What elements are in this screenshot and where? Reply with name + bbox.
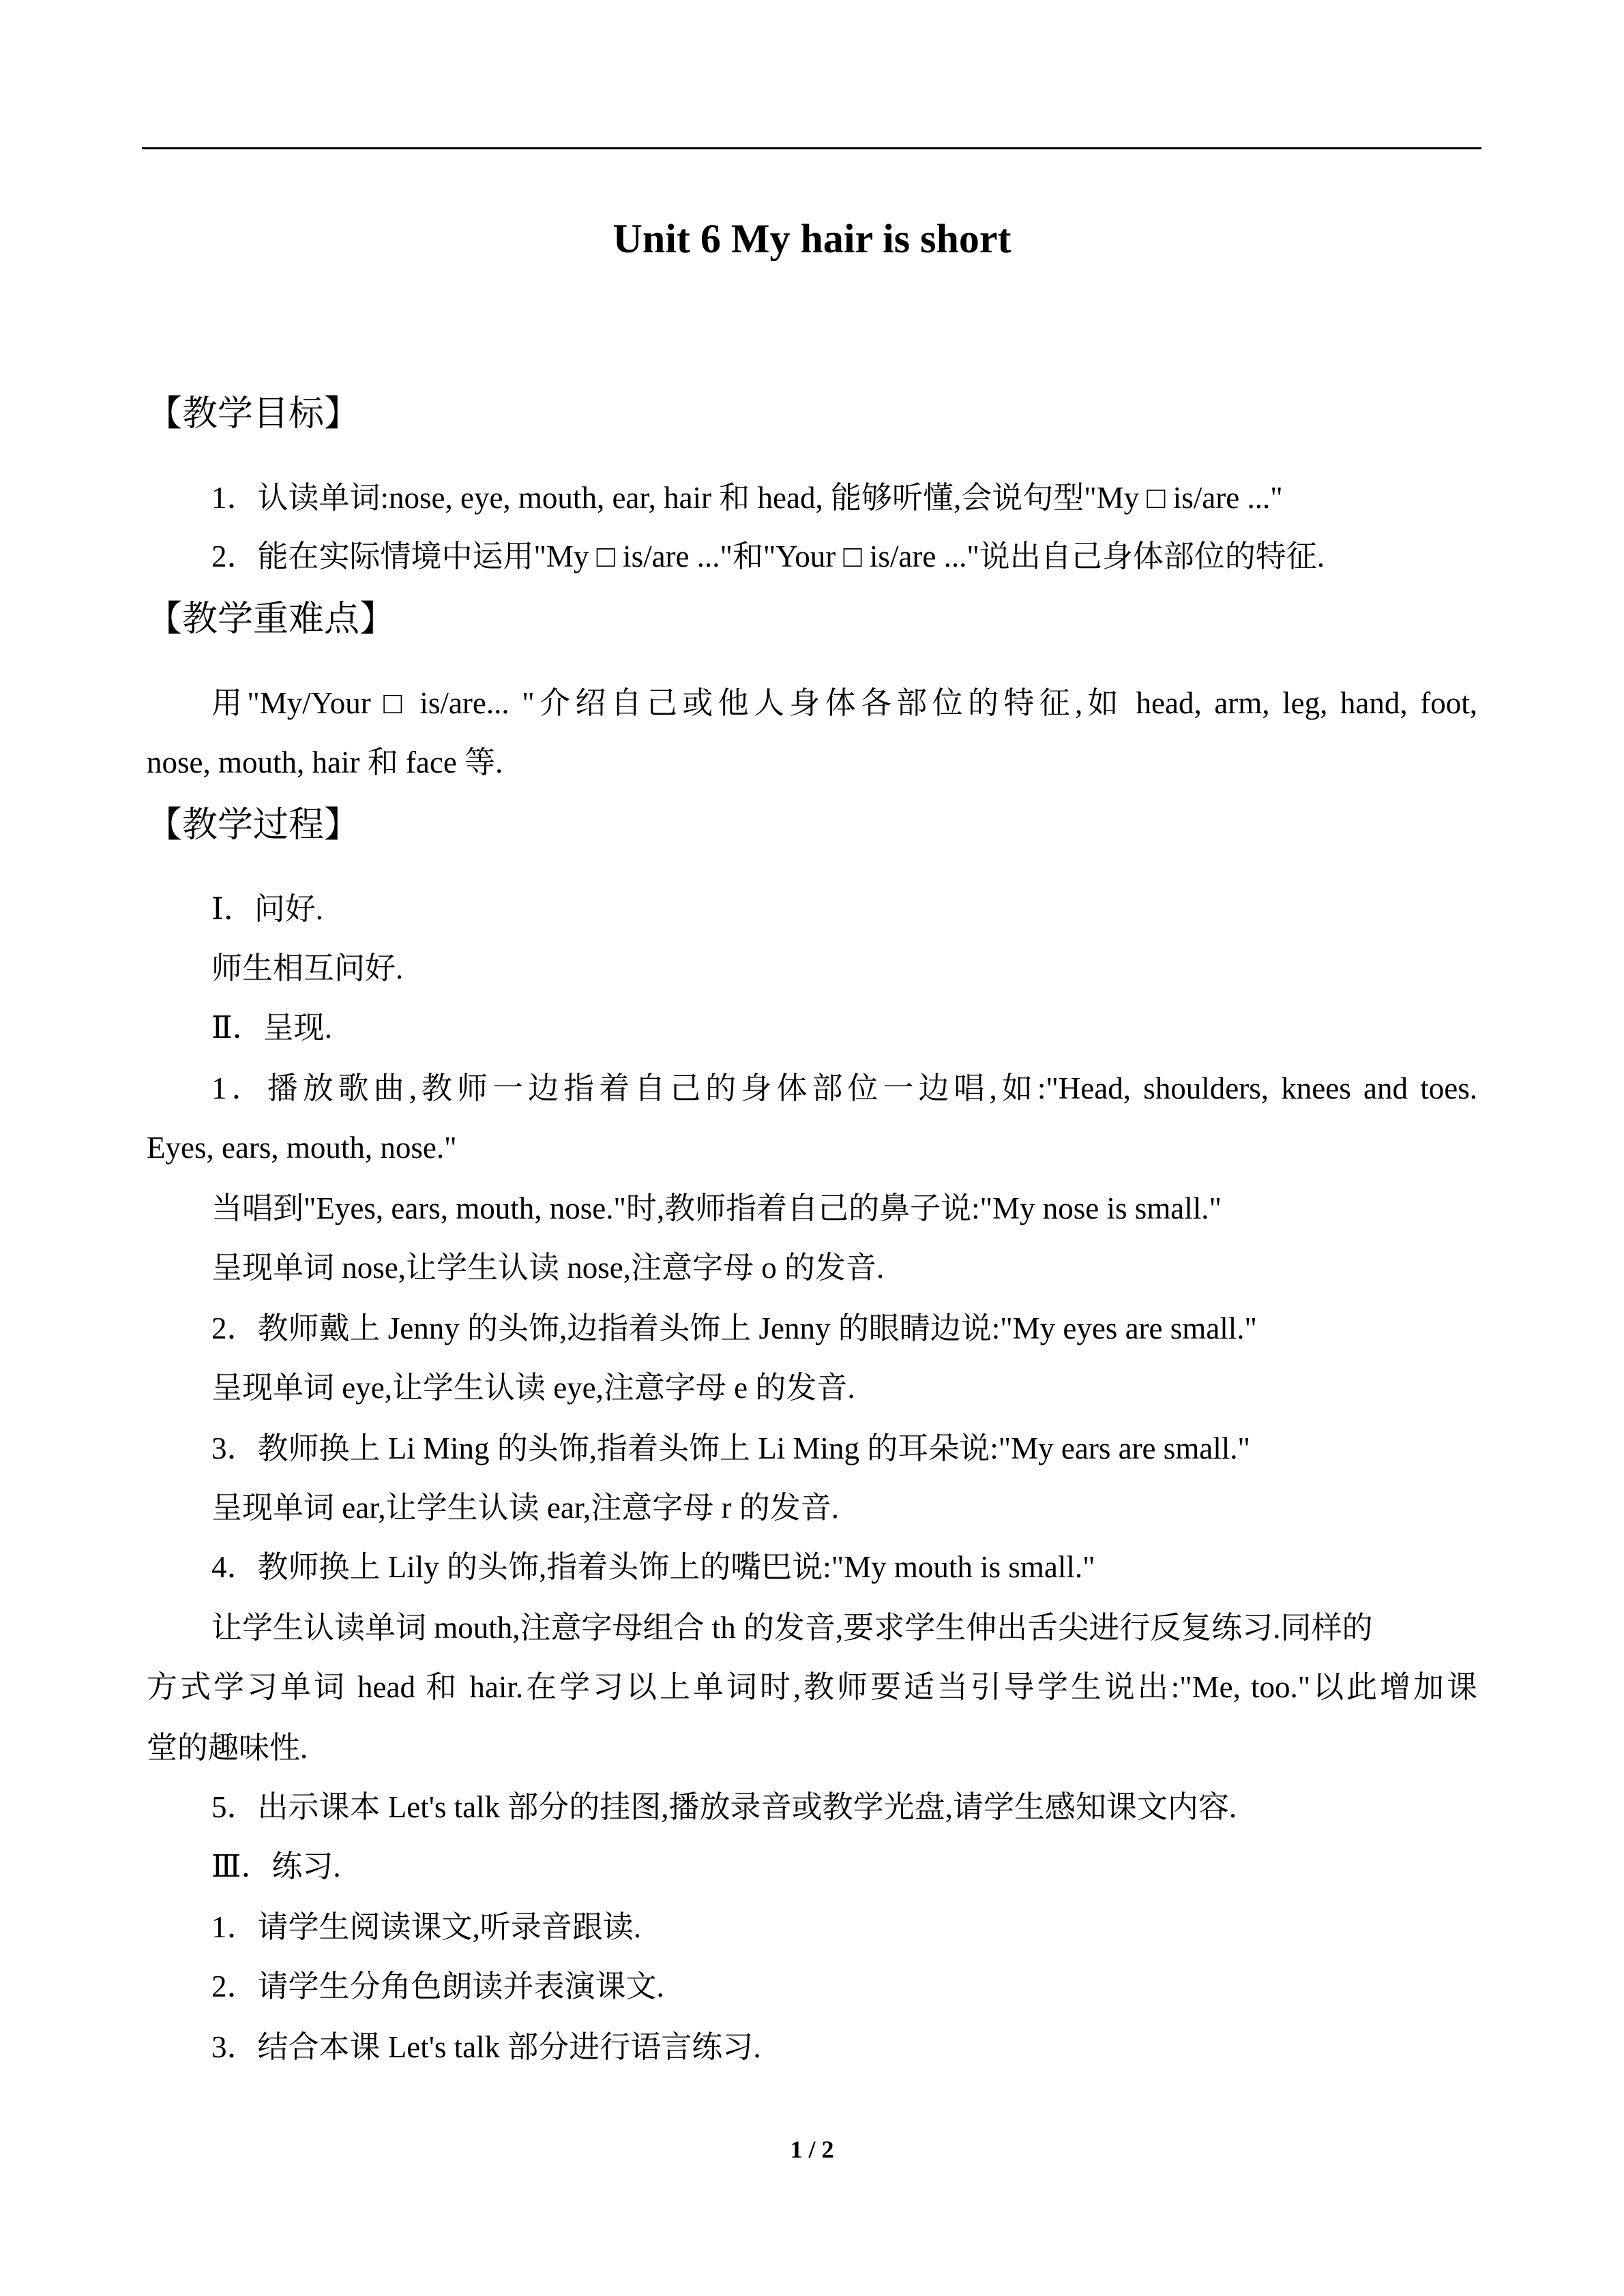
- header-rule: [142, 147, 1481, 149]
- process-line: 1．播放歌曲,教师一边指着自己的身体部位一边唱,如:"Head, shoulders, knees and toes.: [211, 1071, 1477, 1105]
- process-line: 1．请学生阅读课文,听录音跟读.: [211, 1910, 642, 1944]
- process-line: 堂的趣味性.: [147, 1731, 308, 1765]
- process-line: 2．教师戴上 Jenny 的头饰,边指着头饰上 Jenny 的眼睛边说:"My eyes are small.": [211, 1311, 1257, 1345]
- key-points-paragraph-line: 用"My/Your □ is/are... "介绍自己或他人身体各部位的特征,如 head, arm, leg, hand, foot,: [211, 686, 1477, 720]
- process-line: 5．出示课本 Let's talk 部分的挂图,播放录音或教学光盘,请学生感知课文内容.: [211, 1790, 1237, 1824]
- process-line: 师生相互问好.: [211, 951, 404, 985]
- process-line: Ⅱ．呈现.: [211, 1011, 332, 1045]
- key-points-paragraph-line: nose, mouth, hair 和 face 等.: [147, 745, 503, 779]
- process-line: Eyes, ears, mouth, nose.": [147, 1131, 457, 1165]
- process-line: 4．教师换上 Lily 的头饰,指着头饰上的嘴巴说:"My mouth is small.": [211, 1550, 1095, 1584]
- process-heading: 【教学过程】: [147, 805, 360, 846]
- objective-item: 1．认读单词:nose, eye, mouth, ear, hair 和 head, 能够听懂,会说句型"My □ is/are ...": [211, 481, 1283, 515]
- process-line: Ⅲ．练习.: [211, 1849, 341, 1883]
- objectives-heading: 【教学目标】: [147, 393, 360, 434]
- key-points-heading: 【教学重难点】: [147, 599, 396, 640]
- document-title: Unit 6 My hair is short: [612, 216, 1012, 261]
- process-line: Ⅰ．问好.: [211, 892, 324, 926]
- page-number: 1 / 2: [790, 2136, 834, 2163]
- objective-item: 2．能在实际情境中运用"My □ is/are ..."和"Your □ is/are ..."说出自己身体部位的特征.: [211, 539, 1325, 573]
- process-line: 2．请学生分角色朗读并表演课文.: [211, 1969, 664, 2003]
- process-line: 3．结合本课 Let's talk 部分进行语言练习.: [211, 2030, 761, 2064]
- process-line: 方式学习单词 head 和 hair.在学习以上单词时,教师要适当引导学生说出:"Me, too."以此增加课: [147, 1670, 1477, 1704]
- process-line: 让学生认读单词 mouth,注意字母组合 th 的发音,要求学生伸出舌尖进行反复练习.同样的: [211, 1611, 1373, 1645]
- process-line: 当唱到"Eyes, ears, mouth, nose."时,教师指着自己的鼻子说:"My nose is small.": [211, 1191, 1222, 1225]
- process-line: 3．教师换上 Li Ming 的头饰,指着头饰上 Li Ming 的耳朵说:"My ears are small.": [211, 1431, 1250, 1465]
- process-line: 呈现单词 ear,让学生认读 ear,注意字母 r 的发音.: [211, 1491, 839, 1525]
- process-line: 呈现单词 eye,让学生认读 eye,注意字母 e 的发音.: [211, 1371, 855, 1405]
- process-line: 呈现单词 nose,让学生认读 nose,注意字母 o 的发音.: [211, 1251, 885, 1285]
